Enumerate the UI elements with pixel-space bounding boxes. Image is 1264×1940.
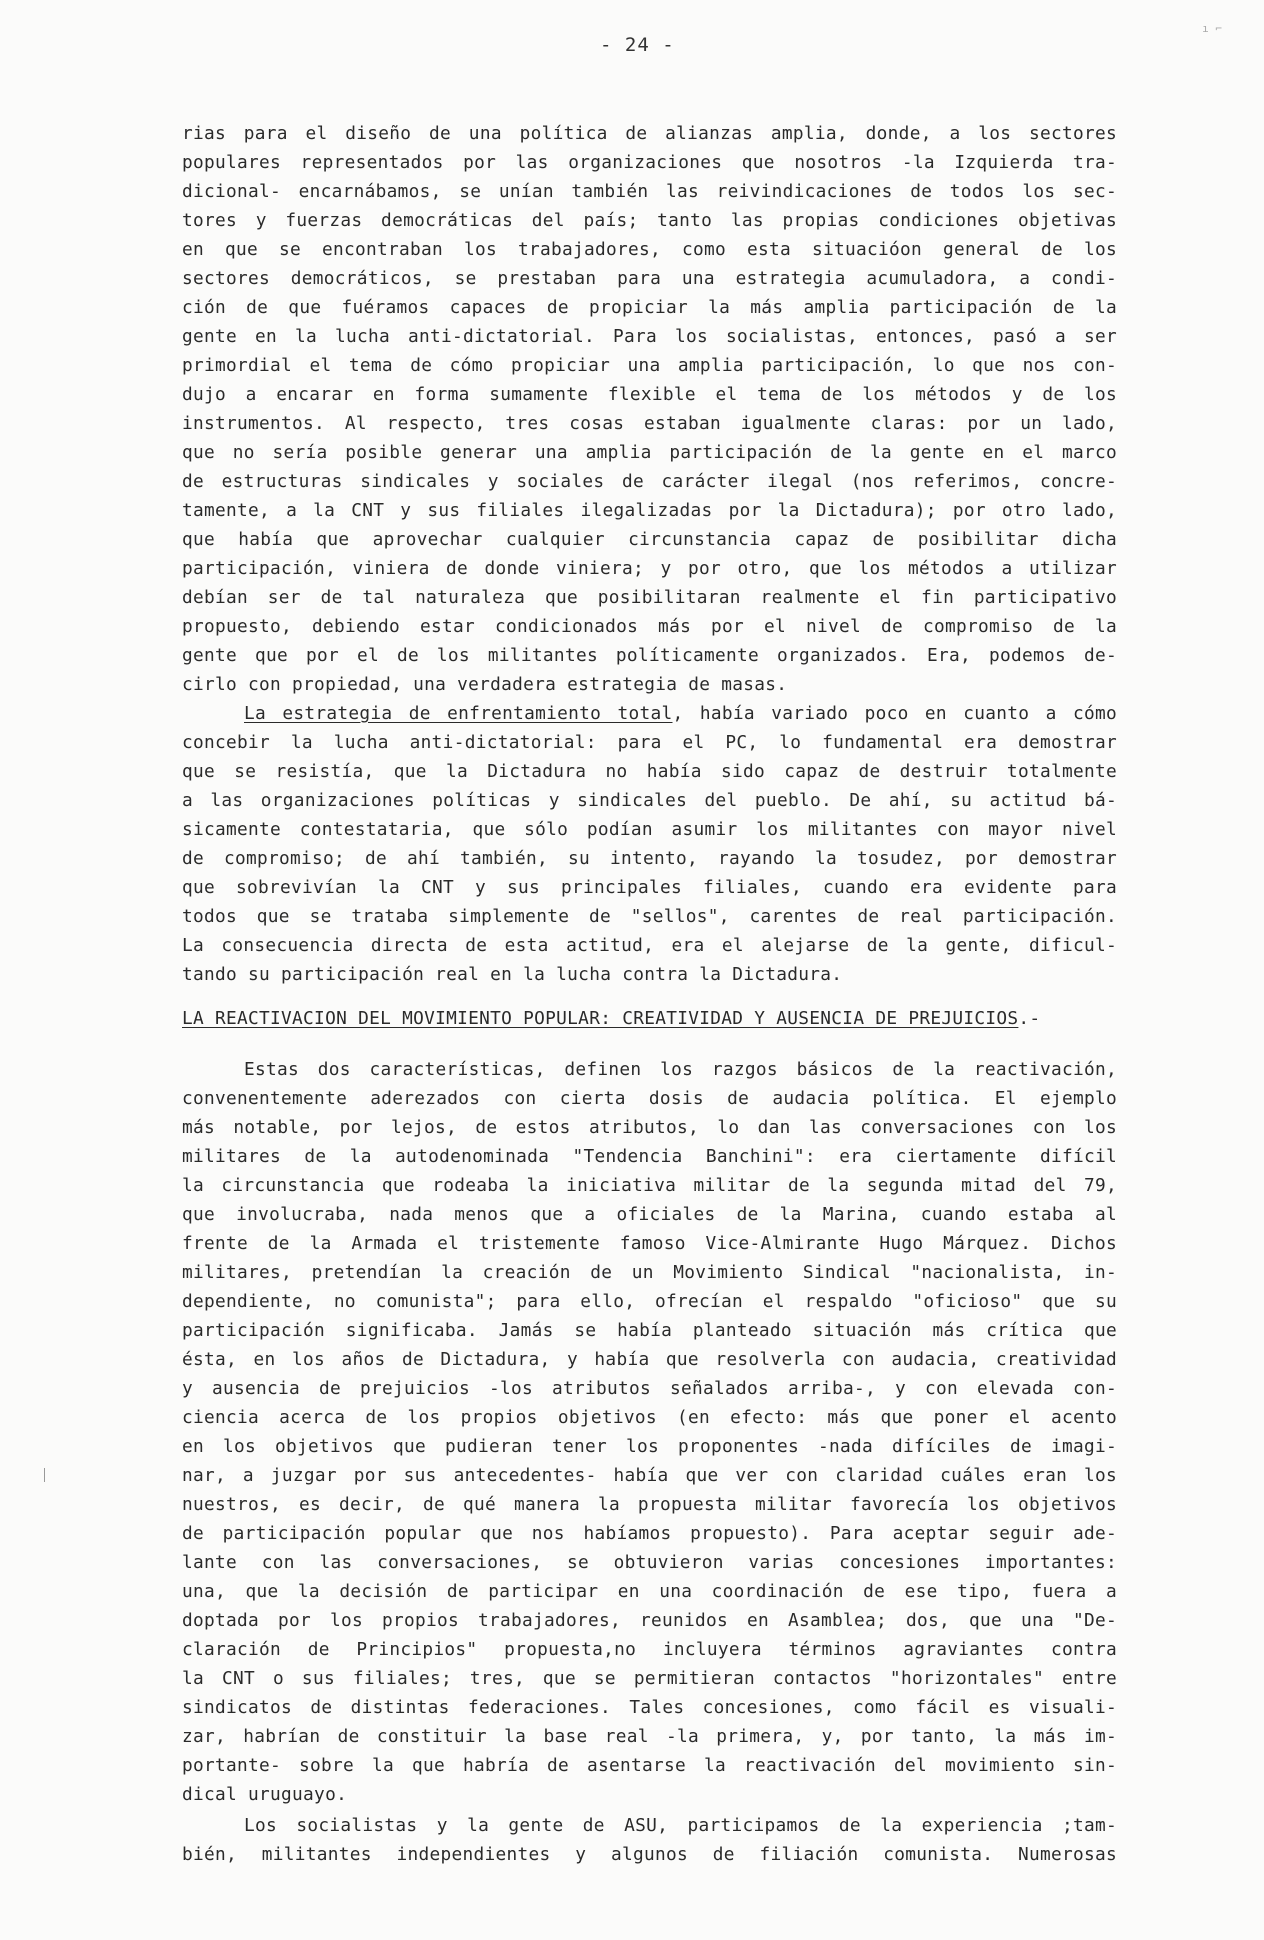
text-line: doptada por los propios trabajadores, reunidos en Asamblea; dos, que una "De- (182, 1610, 1117, 1631)
text-line: Los socialistas y la gente de ASU, participamos de la experiencia ;tam- (244, 1815, 1117, 1836)
text-line: participación significaba. Jamás se había planteado situación más crítica que (182, 1320, 1117, 1341)
text-line: tores y fuerzas democráticas del país; tanto las propias condiciones objetivas (182, 210, 1117, 231)
text-line: que sobrevivían la CNT y sus principales filiales, cuando era evidente para (182, 877, 1117, 898)
text-line: dujo a encarar en forma sumamente flexible el tema de los métodos y de los (182, 384, 1117, 405)
paragraph-2 (182, 699, 1117, 989)
text-line: sectores democráticos, se prestaban para una estrategia acumuladora, a condi- (182, 268, 1117, 289)
section-heading-suffix: .- (1018, 1008, 1041, 1029)
text-line: lante con las conversaciones, se obtuvieron varias concesiones importantes: (182, 1552, 1117, 1573)
underlined-phrase: La estrategia de enfrentamiento total (244, 703, 673, 724)
text-line: sindicatos de distintas federaciones. Tales concesiones, como fácil es visuali- (182, 1697, 1117, 1718)
text-line: militares, pretendían la creación de un Movimiento Sindical "nacionalista, in- (182, 1262, 1117, 1283)
text-line: que se resistía, que la Dictadura no había sido capaz de destruir totalmente (182, 761, 1117, 782)
text-line: dicional- encarnábamos, se unían también las reivindicaciones de todos los sec- (182, 181, 1117, 202)
text-line: más notable, por lejos, de estos atributos, lo dan las conversaciones con los (182, 1117, 1117, 1138)
text-line: de compromiso; de ahí también, su intento, rayando la tosudez, por demostrar (182, 848, 1117, 869)
text-fragment: , había variado poco en cuanto a cómo (672, 703, 1117, 724)
text-line: instrumentos. Al respecto, tres cosas estaban igualmente claras: por un lado, (182, 413, 1117, 434)
text-line: propuesto, debiendo estar condicionados más por el nivel de compromiso de la (182, 616, 1117, 637)
text-line: zar, habrían de constituir la base real -la primera, y, por tanto, la más im- (182, 1726, 1117, 1747)
text-line: primordial el tema de cómo propiciar una amplia participación, lo que nos con- (182, 355, 1117, 376)
text-line: que no sería posible generar una amplia participación de la gente en el marco (182, 442, 1117, 463)
paragraph-1 (182, 119, 1117, 699)
text-line: dependiente, no comunista"; para ello, ofrecían el respaldo "oficioso" que su (182, 1291, 1117, 1312)
text-line: Estas dos características, definen los razgos básicos de la reactivación, (244, 1059, 1117, 1080)
text-line: claración de Principios" propuesta,no incluyera términos agraviantes contra (182, 1639, 1117, 1660)
text-line: bién, militantes independientes y algunos de filiación comunista. Numerosas (182, 1844, 1117, 1865)
text-line: la CNT o sus filiales; tres, que se permitieran contactos "horizontales" entre (182, 1668, 1117, 1689)
text-line: rias para el diseño de una política de alianzas amplia, donde, a los sectores (182, 123, 1117, 144)
text-line: militares de la autodenominada "Tendencia Banchini": era ciertamente difícil (182, 1146, 1117, 1167)
text-line: en los objetivos que pudieran tener los proponentes -nada difíciles de imagi- (182, 1436, 1117, 1457)
text-line: convenentemente aderezados con cierta dosis de audacia política. El ejemplo (182, 1088, 1117, 1109)
text-line: populares representados por las organizaciones que nosotros -la Izquierda tra- (182, 152, 1117, 173)
corner-mark: ı ⌐ (1202, 22, 1222, 35)
text-line: ésta, en los años de Dictadura, y había que resolverla con audacia, creatividad (182, 1349, 1117, 1370)
text-line: de participación popular que nos habíamos propuesto). Para aceptar seguir ade- (182, 1523, 1117, 1544)
page-number: - 24 - (600, 34, 675, 56)
text-line: gente que por el de los militantes políticamente organizados. Era, podemos de- (182, 645, 1117, 666)
text-line: debían ser de tal naturaleza que posibilitaran realmente el fin participativo (182, 587, 1117, 608)
text-line: que había que aprovechar cualquier circunstancia capaz de posibilitar dicha (182, 529, 1117, 550)
text-line: que involucraba, nada menos que a oficiales de la Marina, cuando estaba al (182, 1204, 1117, 1225)
text-line: ción de que fuéramos capaces de propiciar la más amplia participación de la (182, 297, 1117, 318)
text-line: en que se encontraban los trabajadores, como esta situacióon general de los (182, 239, 1117, 260)
paragraph-4 (182, 1811, 1117, 1869)
text-line: a las organizaciones políticas y sindicales del pueblo. De ahí, su actitud bá- (182, 790, 1117, 811)
text-line: cirlo con propiedad, una verdadera estrategia de masas. (182, 674, 788, 695)
text-line: La consecuencia directa de esta actitud, era el alejarse de la gente, dificul- (182, 935, 1117, 956)
text-line: concebir la lucha anti-dictatorial: para el PC, lo fundamental era demostrar (182, 732, 1117, 753)
text-line: sicamente contestataria, que sólo podían asumir los militantes con mayor nivel (182, 819, 1117, 840)
text-line: participación, viniera de donde viniera; y por otro, que los métodos a utilizar (182, 558, 1117, 579)
section-heading-text: LA REACTIVACION DEL MOVIMIENTO POPULAR: CREATIVIDAD Y AUSENCIA DE PREJUICIOS (182, 1008, 1019, 1029)
text-line: nar, a juzgar por sus antecedentes- había que ver con claridad cuáles eran los (182, 1465, 1117, 1486)
margin-mark (44, 1468, 45, 1482)
text-line: tando su participación real en la lucha contra la Dictadura. (182, 964, 843, 985)
text-line: de estructuras sindicales y sociales de carácter ilegal (nos referimos, concre- (182, 471, 1117, 492)
text-line: una, que la decisión de participar en una coordinación de ese tipo, fuera a (182, 1581, 1117, 1602)
section-heading (182, 1008, 1040, 1029)
text-line: todos que se trataba simplemente de "sellos", carentes de real participación. (182, 906, 1117, 927)
paragraph-3 (182, 1055, 1117, 1809)
text-line: nuestros, es decir, de qué manera la propuesta militar favorecía los objetivos (182, 1494, 1117, 1515)
text-line: y ausencia de prejuicios -los atributos señalados arriba-, y con elevada con- (182, 1378, 1117, 1399)
paragraph-2-first-line (182, 699, 1117, 728)
text-line: gente en la lucha anti-dictatorial. Para los socialistas, entonces, pasó a ser (182, 326, 1117, 347)
text-line: tamente, a la CNT y sus filiales ilegalizadas por la Dictadura); por otro lado, (182, 500, 1117, 521)
text-line: dical uruguayo. (182, 1784, 348, 1805)
text-line: portante- sobre la que habría de asentarse la reactivación del movimiento sin- (182, 1755, 1117, 1776)
text-line: la circunstancia que rodeaba la iniciativa militar de la segunda mitad del 79, (182, 1175, 1117, 1196)
text-line: frente de la Armada el tristemente famoso Vice-Almirante Hugo Márquez. Dichos (182, 1233, 1117, 1254)
text-line: ciencia acerca de los propios objetivos (en efecto: más que poner el acento (182, 1407, 1117, 1428)
